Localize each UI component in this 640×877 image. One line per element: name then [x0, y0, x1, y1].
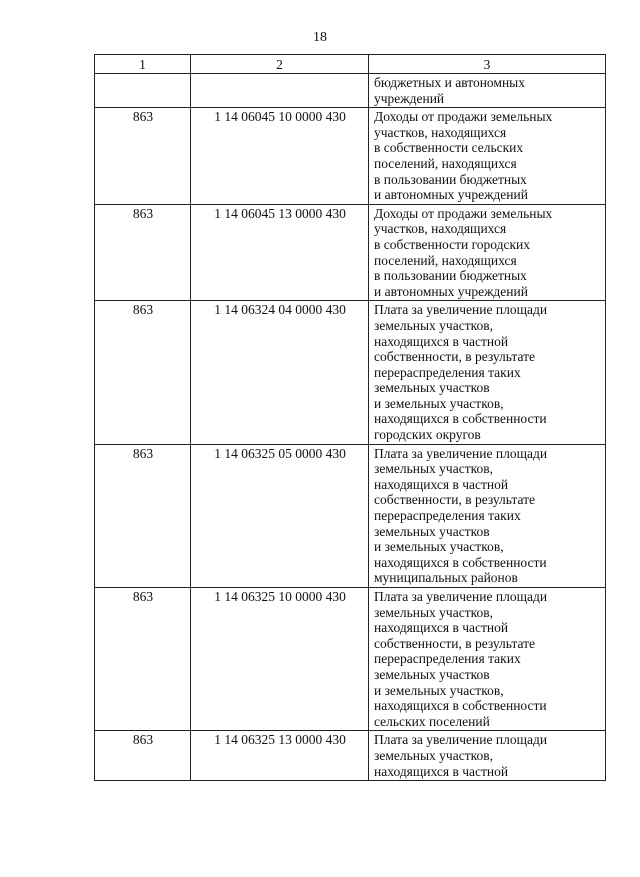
- revenue-name-cell: Плата за увеличение площади земельных участков, находящихся в частной собственности, в результате перераспределения таких земельных участков и земельных участков, находящихся в собственности муниципальных районов: [369, 444, 606, 587]
- revenue-code-cell: 1 14 06045 10 0000 430: [191, 108, 369, 205]
- table-row: [95, 588, 606, 731]
- continuation-admin-cell: [95, 74, 191, 108]
- revenue-name-cell: Доходы от продажи земельных участков, находящихся в собственности городских поселений, находящихся в пользовании бюджетных и автономных учреждений: [369, 204, 606, 301]
- revenue-name-cell: Плата за увеличение площади земельных участков, находящихся в частной собственности, в результате перераспределения таких земельных участков и земельных участков, находящихся в собственности городских округов: [369, 301, 606, 444]
- table-row: [95, 108, 606, 205]
- admin-code-cell: 863: [95, 588, 191, 731]
- continuation-code-cell: [191, 74, 369, 108]
- page-number: 18: [313, 30, 327, 45]
- revenue-code-cell: 1 14 06325 13 0000 430: [191, 731, 369, 781]
- admin-code-cell: 863: [95, 731, 191, 781]
- revenue-name-cell: Плата за увеличение площади земельных участков, находящихся в частной собственности, в результате перераспределения таких земельных участков и земельных участков, находящихся в собственности сельских поселений: [369, 588, 606, 731]
- admin-code-cell: 863: [95, 204, 191, 301]
- table-row: [95, 444, 606, 587]
- revenue-code-cell: 1 14 06324 04 0000 430: [191, 301, 369, 444]
- header-col-2: 2: [191, 55, 369, 74]
- continuation-name-cell: бюджетных и автономных учреждений: [369, 74, 606, 108]
- revenue-name-cell: Плата за увеличение площади земельных участков, находящихся в частной: [369, 731, 606, 781]
- table-row: [95, 204, 606, 301]
- header-row: [95, 55, 606, 74]
- admin-code-cell: 863: [95, 108, 191, 205]
- revenue-code-cell: 1 14 06045 13 0000 430: [191, 204, 369, 301]
- header-col-3: 3: [369, 55, 606, 74]
- continuation-row: [95, 74, 606, 108]
- table-row: [95, 301, 606, 444]
- revenue-codes-table: [94, 54, 606, 781]
- revenue-code-cell: 1 14 06325 05 0000 430: [191, 444, 369, 587]
- admin-code-cell: 863: [95, 301, 191, 444]
- revenue-name-cell: Доходы от продажи земельных участков, находящихся в собственности сельских поселений, находящихся в пользовании бюджетных и автономных учреждений: [369, 108, 606, 205]
- revenue-code-cell: 1 14 06325 10 0000 430: [191, 588, 369, 731]
- header-col-1: 1: [95, 55, 191, 74]
- table-row: [95, 731, 606, 781]
- admin-code-cell: 863: [95, 444, 191, 587]
